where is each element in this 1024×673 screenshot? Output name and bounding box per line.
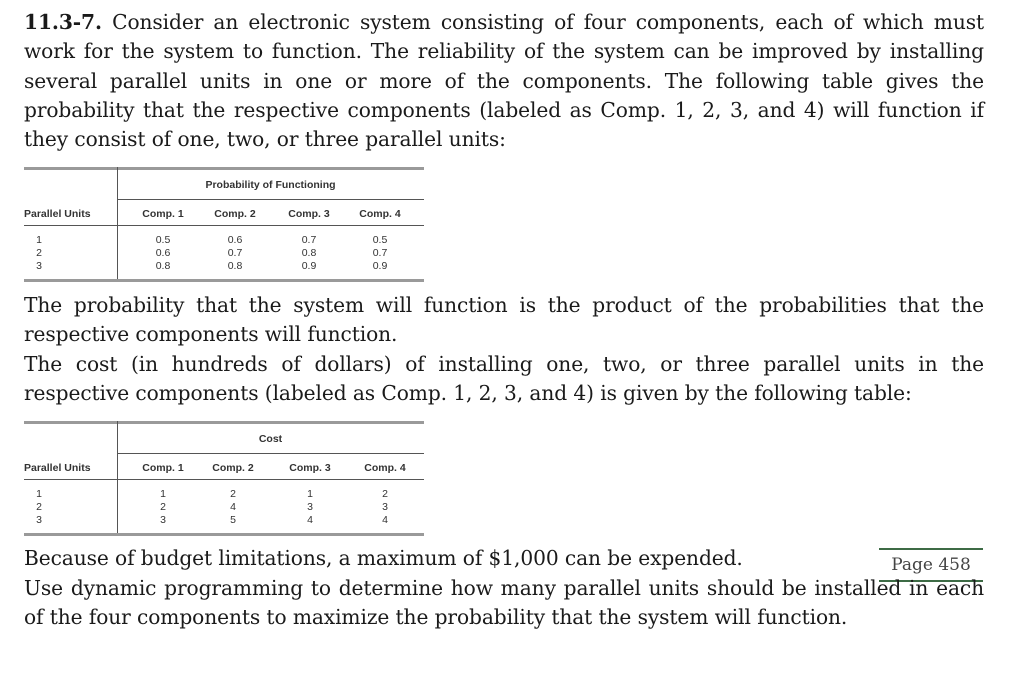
table-cell: 0.7 [227,247,243,259]
table-cell: 1 [160,488,166,500]
table-cell: 0.5 [372,234,388,246]
table-cell: 5 [230,514,236,526]
table-cell: 2 [230,488,236,500]
units-cell: 1 [36,234,42,246]
table-cell: 4 [382,514,388,526]
table-cell: 0.8 [227,260,243,272]
table-cell: 0.6 [227,234,243,246]
problem-number: 11.3-7. [24,10,102,34]
table-cell: 2 [382,488,388,500]
table-cell: 3 [307,501,313,513]
column-header: Comp. 4 [364,462,406,474]
page-number-tag: Page 458 [879,548,983,582]
table-cell: 0.7 [301,234,317,246]
table-cell: 0.8 [301,247,317,259]
units-cell: 3 [36,514,42,526]
problem-intro [24,8,984,154]
table-cell: 0.9 [372,260,388,272]
table-top-rule [24,167,424,170]
table-cell: 1 [307,488,313,500]
table-cell: 3 [382,501,388,513]
cost-table [24,421,424,536]
units-cell: 2 [36,247,42,259]
table-bottom-rule [24,533,424,536]
row-header: Parallel Units [24,208,91,220]
group-underline [117,453,424,454]
question-text: Use dynamic programming to determine how many parallel units should be installed in each of the four components to maximize the probability that the system will function. [24,576,984,630]
header-underline [24,225,424,226]
table-group-title: Probability of Functioning [205,179,336,191]
column-header: Comp. 3 [289,462,331,474]
probability-explanation: The probability that the system will function is the product of the probabilities that the respective components will function. [24,293,984,347]
column-header: Comp. 2 [212,462,254,474]
table-cell: 2 [160,501,166,513]
cost-intro: The cost (in hundreds of dollars) of installing one, two, or three parallel units in the respective components (labeled as Comp. 1, 2, 3, and 4) is given by the following table: [24,352,984,406]
intro-text: Consider an electronic system consisting of four components, each of which must work for the system to function. The reliability of the system can be improved by installing several parallel units in one or more of the components. The following table gives the probability that the respective components (labeled as Comp. 1, 2, 3, and 4) will function if they consist of one, two, or three parallel units: [24,10,984,152]
column-header: Comp. 1 [142,462,184,474]
table-cell: 0.5 [155,234,171,246]
units-cell: 3 [36,260,42,272]
table-cell: 3 [160,514,166,526]
table-cell: 0.7 [372,247,388,259]
group-underline [117,199,424,200]
column-header: Comp. 4 [359,208,401,220]
table-cell: 0.9 [301,260,317,272]
column-header: Comp. 2 [214,208,256,220]
budget-text: Because of budget limitations, a maximum of $1,000 can be expended. [24,546,743,570]
table-cell: 4 [230,501,236,513]
probability-table [24,167,424,282]
column-header: Comp. 1 [142,208,184,220]
units-cell: 2 [36,501,42,513]
column-header: Comp. 3 [288,208,330,220]
header-underline [24,479,424,480]
table-cell: 0.8 [155,260,171,272]
table-top-rule [24,421,424,424]
table-bottom-rule [24,279,424,282]
row-header: Parallel Units [24,462,91,474]
table-cell: 0.6 [155,247,171,259]
table-group-title: Cost [258,433,283,445]
table-cell: 4 [307,514,313,526]
units-cell: 1 [36,488,42,500]
